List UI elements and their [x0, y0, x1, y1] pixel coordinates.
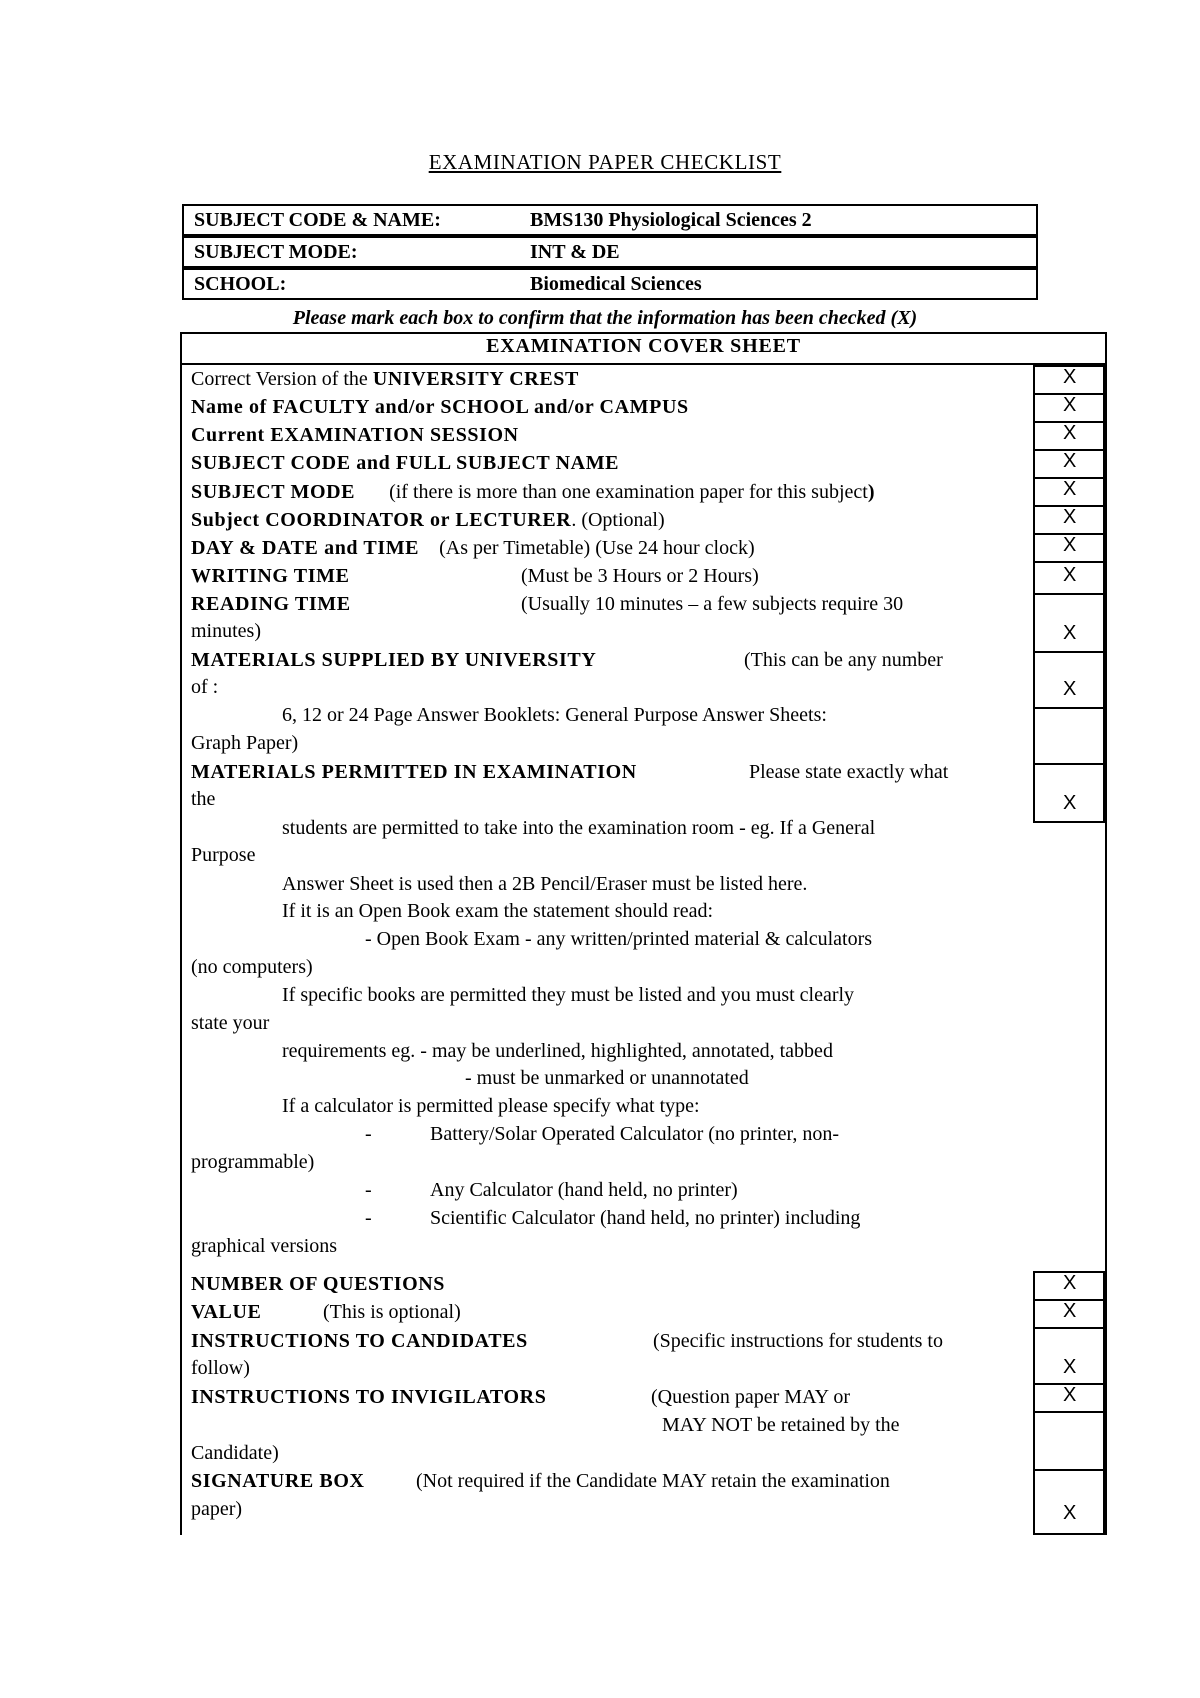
subject-mode-label: SUBJECT MODE: [194, 241, 358, 263]
item-signature [191, 1470, 890, 1493]
table-left-border [180, 332, 182, 1535]
item-writing-bold: WRITING TIME [191, 565, 350, 587]
permitted-line: If specific books are permitted they must be listed and you must clearly [282, 984, 855, 1006]
permitted-line: - Open Book Exam - any written/printed material & calculators [365, 928, 873, 950]
item-sig-bold: SIGNATURE BOX [191, 1470, 365, 1492]
item-sig-note: (Not required if the Candidate MAY retain the examination [416, 1470, 890, 1492]
check-mark: X [1063, 564, 1077, 586]
item-writing-time [191, 565, 759, 588]
item-mode-close: ) [867, 481, 876, 503]
item-cand-note: (Specific instructions for students to [653, 1330, 943, 1352]
item-supplied-note: (This can be any number [744, 649, 943, 671]
school-row [182, 268, 1038, 300]
permitted-line: requirements eg. - may be underlined, highlighted, annotated, tabbed [282, 1040, 833, 1062]
permitted-line: students are permitted to take into the examination room - eg. If a General [282, 817, 876, 839]
item-day-note: (As per Timetable) (Use 24 hour clock) [439, 537, 755, 559]
permitted-line: - must be unmarked or unannotated [465, 1067, 749, 1089]
calc-dash: - [365, 1207, 372, 1229]
table-right-border [1105, 332, 1107, 1535]
item-questions: NUMBER OF QUESTIONS [191, 1273, 446, 1295]
permitted-line: If a calculator is permitted please specify what type: [282, 1095, 700, 1117]
item-candidates [191, 1330, 943, 1353]
item-mode-bold: SUBJECT MODE [191, 481, 356, 503]
permitted-line [365, 1207, 861, 1230]
permitted-line [365, 1179, 738, 1202]
item-cand-bold: INSTRUCTIONS TO CANDIDATES [191, 1330, 528, 1352]
check-mark: X [1063, 422, 1077, 444]
section-title: EXAMINATION COVER SHEET [486, 335, 801, 357]
item-invig-note2: MAY NOT be retained by the [662, 1414, 900, 1436]
permitted-line: graphical versions [191, 1235, 338, 1257]
checkbox-invigilators-cont[interactable] [1033, 1411, 1105, 1471]
check-mark: X [1063, 792, 1077, 814]
calc-scientific: Scientific Calculator (hand held, no printer) including [430, 1207, 861, 1229]
item-writing-note: (Must be 3 Hours or 2 Hours) [521, 565, 759, 587]
item-invigilators [191, 1386, 851, 1409]
item-mode-note: (if there is more than one examination paper for this subject [389, 481, 868, 503]
item-coord-bold: Subject COORDINATOR or LECTURER [191, 509, 572, 531]
item-supplied-cont: of : [191, 676, 219, 698]
item-crest-bold: UNIVERSITY CREST [372, 368, 579, 390]
check-mark: X [1063, 1272, 1077, 1294]
item-value [191, 1301, 461, 1324]
item-supplied-bold: MATERIALS SUPPLIED BY UNIVERSITY [191, 649, 597, 671]
checkbox-booklets[interactable] [1033, 707, 1105, 765]
item-reading-time [191, 593, 904, 616]
item-faculty: Name of FACULTY and/or SCHOOL and/or CAMPUS [191, 396, 689, 418]
calc-any: Any Calculator (hand held, no printer) [430, 1179, 738, 1201]
item-value-bold: VALUE [191, 1301, 262, 1323]
section-divider [180, 363, 1107, 365]
table-top-border [180, 332, 1107, 334]
subject-code-label: SUBJECT CODE & NAME: [194, 209, 441, 231]
permitted-line: programmable) [191, 1151, 315, 1173]
check-mark: X [1063, 678, 1077, 700]
calc-battery: Battery/Solar Operated Calculator (no printer, non- [430, 1123, 840, 1145]
item-crest [191, 368, 579, 391]
check-mark: X [1063, 450, 1077, 472]
check-mark: X [1063, 478, 1077, 500]
subject-code-row [182, 204, 1038, 236]
item-reading-cont: minutes) [191, 620, 261, 642]
school-label: SCHOOL: [194, 273, 287, 295]
calc-dash: - [365, 1123, 372, 1145]
item-sig-cont: paper) [191, 1498, 243, 1520]
item-coord-note: . (Optional) [571, 509, 665, 531]
item-cand-cont: follow) [191, 1357, 250, 1379]
check-mark: X [1063, 366, 1077, 388]
check-instruction: Please mark each box to confirm that the information has been checked (X) [292, 307, 918, 329]
subject-code-value: BMS130 Physiological Sciences 2 [530, 209, 812, 231]
item-permitted-bold: MATERIALS PERMITTED IN EXAMINATION [191, 761, 637, 783]
item-booklets: 6, 12 or 24 Page Answer Booklets: General Purpose Answer Sheets: [282, 704, 827, 726]
item-reading-note: (Usually 10 minutes – a few subjects require 30 [521, 593, 904, 615]
item-coordinator [191, 509, 665, 532]
check-mark: X [1063, 1502, 1077, 1524]
item-graph: Graph Paper) [191, 732, 299, 754]
document-title: EXAMINATION PAPER CHECKLIST [428, 150, 782, 174]
permitted-line: If it is an Open Book exam the statement should read: [282, 900, 714, 922]
item-permitted-note: Please state exactly what [749, 761, 949, 783]
permitted-line [365, 1123, 840, 1146]
permitted-line: Answer Sheet is used then a 2B Pencil/Eraser must be listed here. [282, 873, 808, 895]
calc-dash: - [365, 1179, 372, 1201]
item-invig-cont: Candidate) [191, 1442, 279, 1464]
item-session: Current EXAMINATION SESSION [191, 424, 519, 446]
item-reading-bold: READING TIME [191, 593, 351, 615]
check-mark: X [1063, 1356, 1077, 1378]
subject-mode-row [182, 236, 1038, 268]
check-mark: X [1063, 534, 1077, 556]
item-value-note: (This is optional) [323, 1301, 461, 1323]
item-crest-prefix: Correct Version of the [191, 368, 373, 390]
item-permitted-cont: the [191, 788, 216, 810]
subject-mode-value: INT & DE [530, 241, 620, 263]
permitted-line: Purpose [191, 844, 256, 866]
check-mark: X [1063, 394, 1077, 416]
item-day-bold: DAY & DATE and TIME [191, 537, 420, 559]
permitted-line: state your [191, 1012, 270, 1034]
item-materials-supplied [191, 649, 943, 672]
item-subject-mode [191, 481, 875, 504]
item-materials-permitted [191, 761, 949, 784]
check-mark: X [1063, 1300, 1077, 1322]
item-day-date [191, 537, 755, 560]
check-mark: X [1063, 506, 1077, 528]
item-invig-bold: INSTRUCTIONS TO INVIGILATORS [191, 1386, 547, 1408]
item-invig-note: (Question paper MAY or [651, 1386, 851, 1408]
check-mark: X [1063, 1384, 1077, 1406]
check-mark: X [1063, 622, 1077, 644]
item-subject-code: SUBJECT CODE and FULL SUBJECT NAME [191, 452, 620, 474]
permitted-line: (no computers) [191, 956, 313, 978]
school-value: Biomedical Sciences [530, 273, 702, 295]
